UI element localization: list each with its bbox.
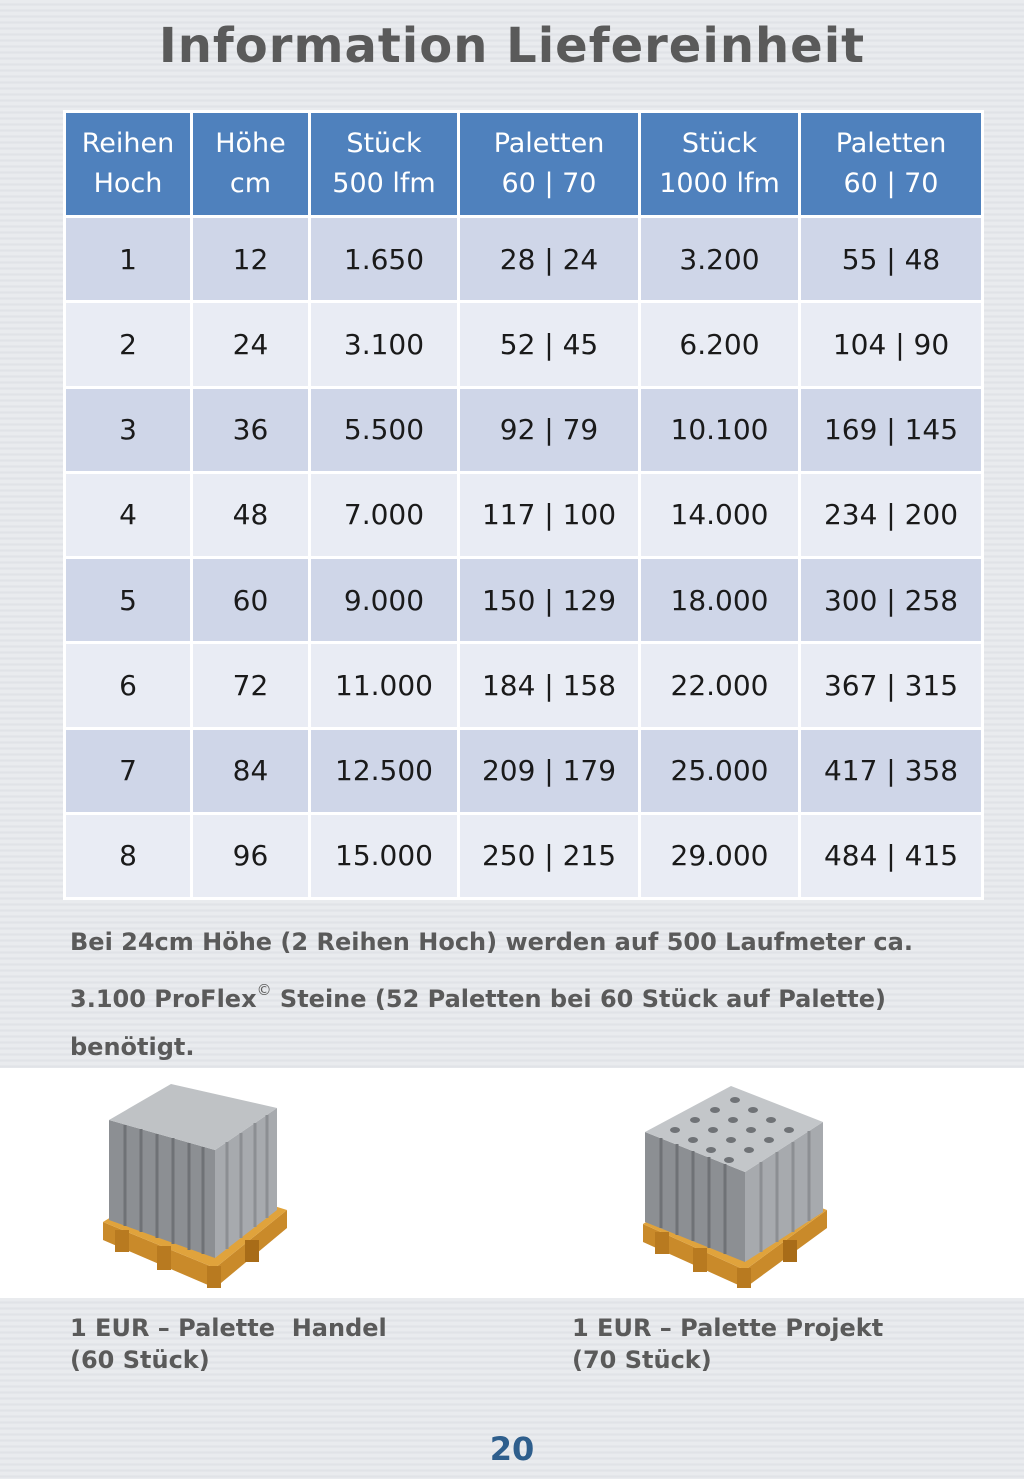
table-cell: 10.100 bbox=[640, 387, 800, 472]
header-pallets-1000: Paletten 60 | 70 bbox=[800, 112, 983, 217]
table-cell: 28 | 24 bbox=[459, 217, 640, 302]
table-cell: 12 bbox=[192, 217, 310, 302]
table-cell: 48 bbox=[192, 472, 310, 557]
table-cell: 169 | 145 bbox=[800, 387, 983, 472]
pallet-projekt-illustration bbox=[635, 1080, 835, 1295]
table-cell: 14.000 bbox=[640, 472, 800, 557]
table-cell: 234 | 200 bbox=[800, 472, 983, 557]
caption-line: 1 EUR – Palette Handel bbox=[70, 1314, 387, 1342]
table-cell: 8 bbox=[65, 813, 192, 898]
table-row bbox=[65, 728, 983, 813]
table-row bbox=[65, 643, 983, 728]
table-cell: 15.000 bbox=[310, 813, 459, 898]
table-cell: 3.200 bbox=[640, 217, 800, 302]
table-cell: 7.000 bbox=[310, 472, 459, 557]
table-cell: 117 | 100 bbox=[459, 472, 640, 557]
page-title: Information Liefereinheit bbox=[158, 18, 866, 74]
table-cell: 6 bbox=[65, 643, 192, 728]
table-row bbox=[65, 217, 983, 302]
table-cell: 2 bbox=[65, 302, 192, 387]
table-cell: 36 bbox=[192, 387, 310, 472]
header-rows-high: Reihen Hoch bbox=[65, 112, 192, 217]
table-row bbox=[65, 387, 983, 472]
table-cell: 484 | 415 bbox=[800, 813, 983, 898]
table-cell: 3 bbox=[65, 387, 192, 472]
usage-note: Bei 24cm Höhe (2 Reihen Hoch) werden auf 500 Laufmeter ca. 3.100 ProFlex© Steine (52 Paletten bei 60 Stück auf Palette) benötigt. bbox=[70, 928, 913, 1061]
table-cell: 300 | 258 bbox=[800, 558, 983, 643]
table-cell: 417 | 358 bbox=[800, 728, 983, 813]
table-cell: 250 | 215 bbox=[459, 813, 640, 898]
table-cell: 25.000 bbox=[640, 728, 800, 813]
table-cell: 60 bbox=[192, 558, 310, 643]
table-cell: 29.000 bbox=[640, 813, 800, 898]
table-row bbox=[65, 472, 983, 557]
table-cell: 3.100 bbox=[310, 302, 459, 387]
table-cell: 1.650 bbox=[310, 217, 459, 302]
table-cell: 96 bbox=[192, 813, 310, 898]
header-pieces-1000: Stück 1000 lfm bbox=[640, 112, 800, 217]
table-header-row bbox=[65, 112, 983, 217]
table-cell: 55 | 48 bbox=[800, 217, 983, 302]
table-cell: 84 bbox=[192, 728, 310, 813]
header-pallets-500: Paletten 60 | 70 bbox=[459, 112, 640, 217]
table-cell: 4 bbox=[65, 472, 192, 557]
page-number: 20 bbox=[489, 1430, 535, 1468]
table-cell: 22.000 bbox=[640, 643, 800, 728]
table-cell: 12.500 bbox=[310, 728, 459, 813]
caption-line: (70 Stück) bbox=[572, 1346, 712, 1374]
pallet-handel-caption bbox=[70, 1312, 387, 1376]
table-cell: 184 | 158 bbox=[459, 643, 640, 728]
table-cell: 104 | 90 bbox=[800, 302, 983, 387]
pallet-handel-illustration bbox=[95, 1080, 295, 1295]
table-row bbox=[65, 813, 983, 898]
table-cell: 367 | 315 bbox=[800, 643, 983, 728]
table-cell: 1 bbox=[65, 217, 192, 302]
table-cell: 7 bbox=[65, 728, 192, 813]
table-row bbox=[65, 302, 983, 387]
table-cell: 5.500 bbox=[310, 387, 459, 472]
table-cell: 72 bbox=[192, 643, 310, 728]
copyright-mark: © bbox=[256, 981, 272, 999]
table-cell: 6.200 bbox=[640, 302, 800, 387]
header-height-cm: Höhe cm bbox=[192, 112, 310, 217]
header-pieces-500: Stück 500 lfm bbox=[310, 112, 459, 217]
table-cell: 18.000 bbox=[640, 558, 800, 643]
table-cell: 209 | 179 bbox=[459, 728, 640, 813]
table-cell: 11.000 bbox=[310, 643, 459, 728]
caption-line: 1 EUR – Palette Projekt bbox=[572, 1314, 884, 1342]
table-cell: 52 | 45 bbox=[459, 302, 640, 387]
table-cell: 24 bbox=[192, 302, 310, 387]
pallet-projekt-caption bbox=[572, 1312, 883, 1376]
table-cell: 5 bbox=[65, 558, 192, 643]
caption-line: (60 Stück) bbox=[70, 1346, 210, 1374]
table-cell: 150 | 129 bbox=[459, 558, 640, 643]
table-row bbox=[65, 558, 983, 643]
table-cell: 9.000 bbox=[310, 558, 459, 643]
table-cell: 92 | 79 bbox=[459, 387, 640, 472]
delivery-unit-table bbox=[63, 110, 984, 900]
